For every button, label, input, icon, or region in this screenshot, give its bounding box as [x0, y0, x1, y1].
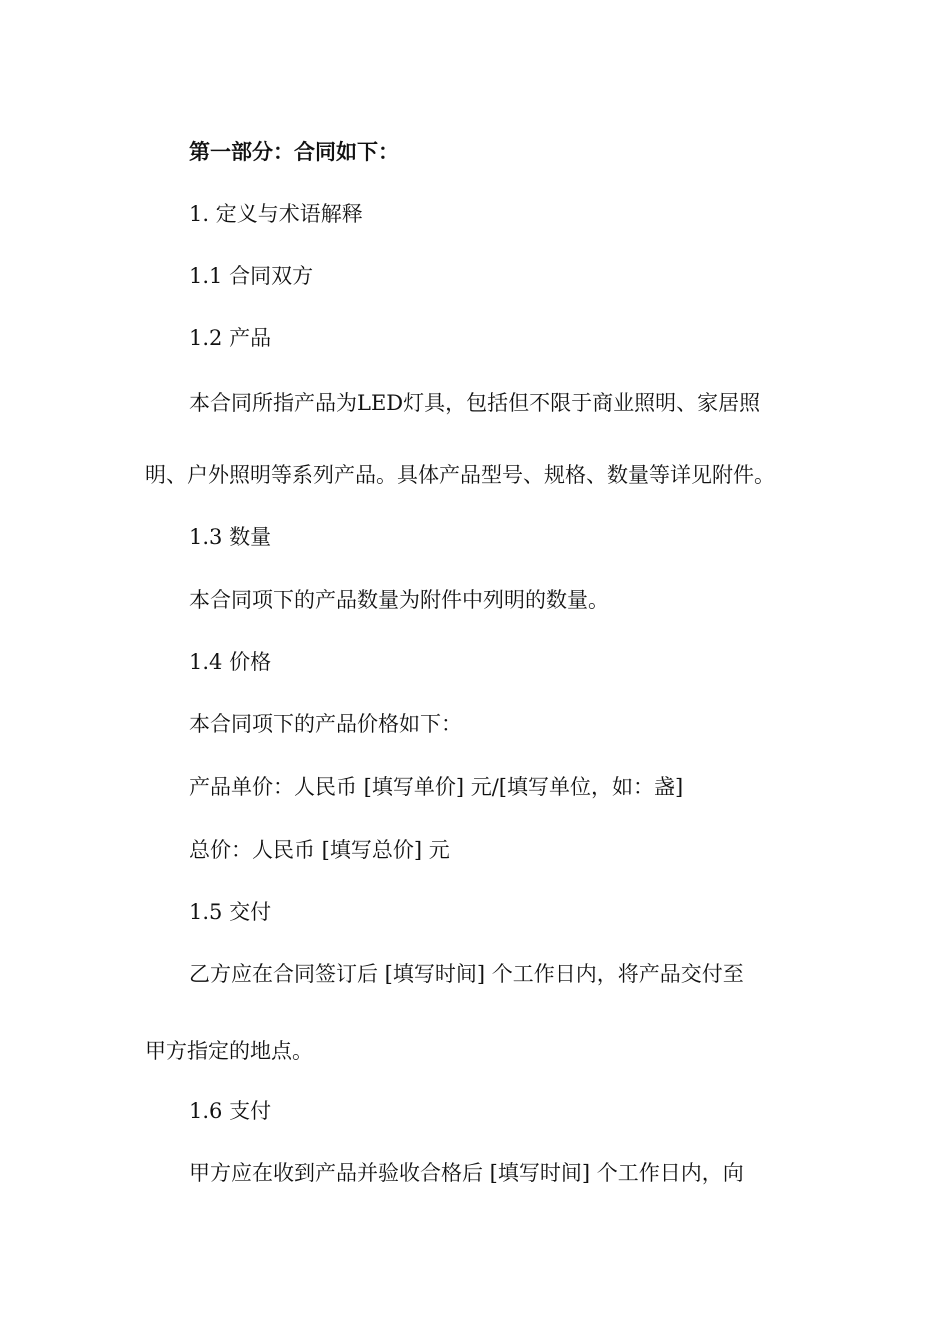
section-heading: 第一部分：合同如下：: [189, 140, 399, 164]
clause-text-1-5-line1: 乙方应在合同签订后 [填写时间] 个工作日内，将产品交付至: [189, 962, 744, 986]
clause-text-1-2-line2: 明、户外照明等系列产品。具体产品型号、规格、数量等详见附件。: [145, 463, 775, 487]
clause-text-1-5-line2: 甲方指定的地点。: [145, 1039, 313, 1063]
clause-text-1-6-line1: 甲方应在收到产品并验收合格后 [填写时间] 个工作日内，向: [189, 1161, 744, 1185]
clause-text-1-3: 本合同项下的产品数量为附件中列明的数量。: [189, 588, 609, 612]
clause-title-1-6: 1.6 支付: [189, 1099, 272, 1123]
clause-text-1-4: 本合同项下的产品价格如下：: [189, 712, 462, 736]
total-price-line: 总价：人民币 [填写总价] 元: [189, 838, 450, 862]
clause-title-1: 1. 定义与术语解释: [189, 202, 363, 226]
clause-title-1-4: 1.4 价格: [189, 650, 272, 674]
clause-text-1-2-line1: 本合同所指产品为LED灯具，包括但不限于商业照明、家居照: [189, 391, 761, 415]
clause-title-1-5: 1.5 交付: [189, 900, 272, 924]
clause-title-1-1: 1.1 合同双方: [189, 264, 314, 288]
clause-title-1-2: 1.2 产品: [189, 326, 272, 350]
unit-price-line: 产品单价：人民币 [填写单价] 元/[填写单位，如：盏]: [189, 775, 684, 799]
clause-title-1-3: 1.3 数量: [189, 525, 272, 549]
